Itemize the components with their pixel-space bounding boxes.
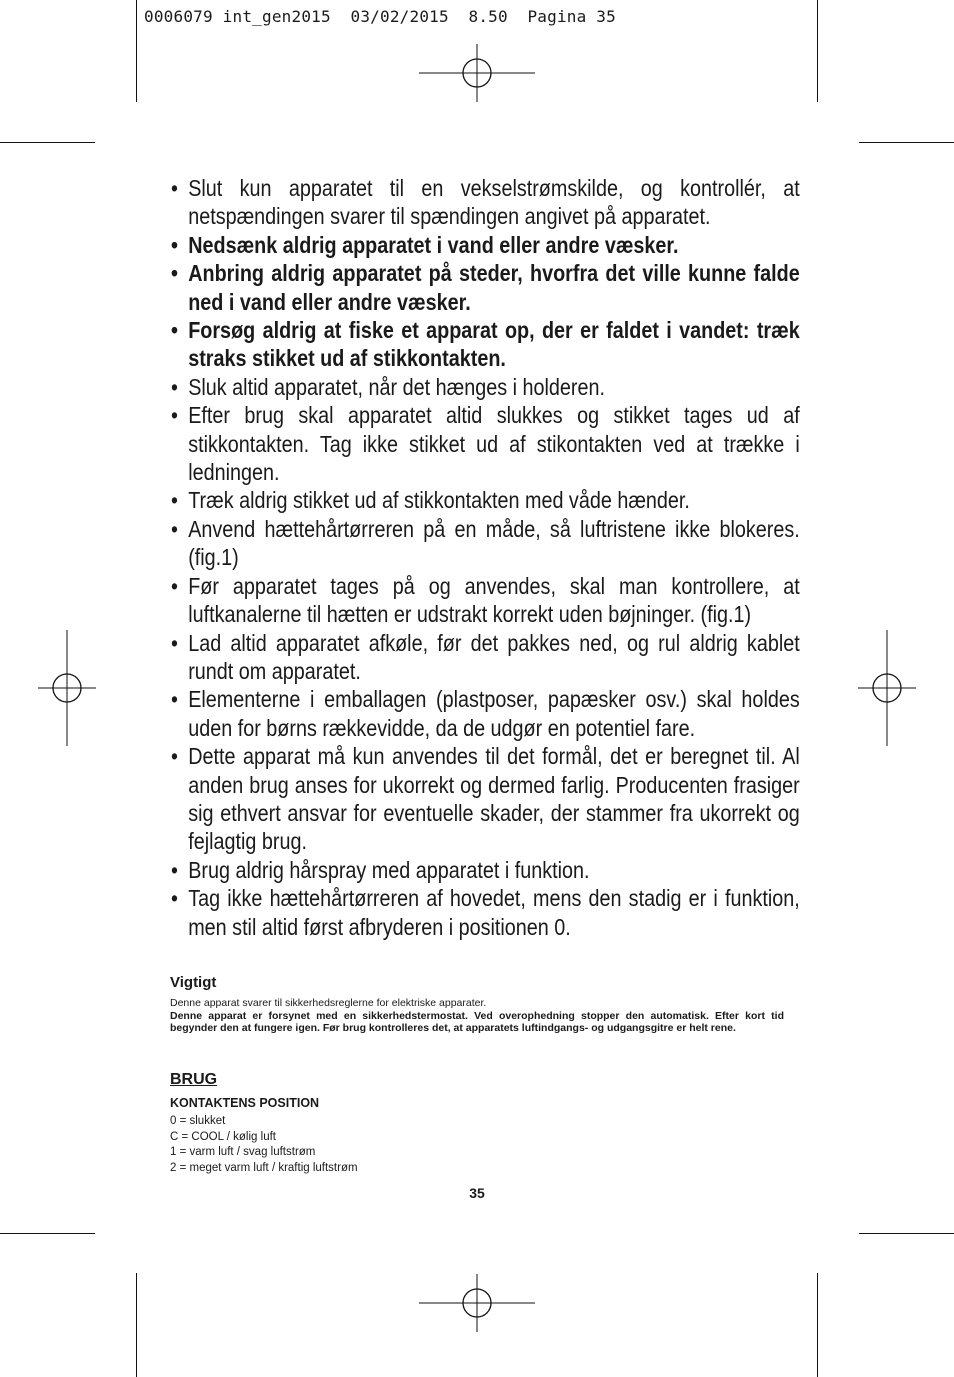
- switch-position-item: 0 = slukket: [170, 1115, 226, 1127]
- registration-mark-top: [419, 44, 535, 102]
- registration-mark-bottom: [419, 1274, 535, 1332]
- safety-bullet: • Nedsænk aldrig apparatet i vand eller andre væsker.: [171, 231, 800, 259]
- safety-bullet: • Elementerne i emballagen (plastposer, papæsker osv.) skal holdes uden for børns rækkevidde, da de udgør en potentiel fare.: [171, 685, 800, 742]
- safety-bullet: • Før apparatet tages på og anvendes, skal man kontrollere, at luftkanalerne til hætten er udstrakt korrekt uden bøjninger. (fig.1): [171, 572, 800, 629]
- safety-bullet: • Træk aldrig stikket ud af stikkontakten med våde hænder.: [171, 486, 800, 514]
- brug-heading: BRUG: [170, 1071, 218, 1088]
- safety-bullet: • Dette apparat må kun anvendes til det formål, det er beregnet til. Al anden brug anses for ukorrekt og dermed farlig. Producenten frasiger sig ethvert ansvar for eventuelle skader, der stammer fra ukorrekt og fejlagtig brug.: [171, 742, 800, 856]
- crop-mark-bottom-right-vertical: [817, 1273, 818, 1377]
- vigtigt-note-line: Denne apparat svarer til sikkerhedsreglerne for elektriske apparater.: [170, 997, 487, 1009]
- switch-position-item: 2 = meget varm luft / kraftig luftstrøm: [170, 1161, 358, 1174]
- safety-bullet: • Anvend hættehårtørreren på en måde, så luftristene ikke blokeres. (fig.1): [171, 515, 800, 572]
- crop-mark-top-left-horizontal: [0, 142, 95, 143]
- crop-mark-bottom-left-horizontal: [0, 1233, 95, 1234]
- page-number: 35: [469, 1185, 485, 1201]
- safety-bullet: • Slut kun apparatet til en vekselstrømskilde, og kontrollér, at netspændingen svarer til spændingen angivet på apparatet.: [171, 174, 800, 231]
- safety-instructions-list: [171, 174, 800, 941]
- vigtigt-note: [170, 997, 784, 1035]
- switch-position-item: C = COOL / kølig luft: [170, 1130, 276, 1143]
- switch-position-heading: KONTAKTENS POSITION: [170, 1096, 320, 1110]
- switch-position-list: [170, 1114, 784, 1176]
- safety-bullet: • Lad altid apparatet afkøle, før det pakkes ned, og rul aldrig kablet rundt om apparatet.: [171, 629, 800, 686]
- switch-position-item: 1 = varm luft / svag luftstrøm: [170, 1146, 316, 1158]
- safety-bullet: • Forsøg aldrig at fiske et apparat op, der er faldet i vandet: træk straks stikket ud af stikkontakten.: [171, 316, 800, 373]
- safety-bullet: • Anbring aldrig apparatet på steder, hvorfra det ville kunne falde ned i vand eller andre væsker.: [171, 259, 800, 316]
- crop-mark-top-left-vertical: [136, 0, 137, 102]
- registration-mark-left: [38, 630, 96, 746]
- vigtigt-heading: Vigtigt: [170, 974, 217, 991]
- crop-mark-bottom-right-horizontal: [859, 1233, 954, 1234]
- registration-mark-right: [858, 630, 916, 746]
- vigtigt-note-bold: Denne apparat er forsynet med en sikkerhedstermostat. Ved overophedning stopper den automatisk. Efter kort tid begynder den at fungere igen. Før brug kontrolleres det, at apparatets luftindgangs- og udgangsgitre er helt rene.: [170, 1009, 784, 1034]
- safety-bullet: • Sluk altid apparatet, når det hænges i holderen.: [171, 373, 800, 401]
- crop-mark-top-right-horizontal: [859, 142, 954, 143]
- crop-mark-bottom-left-vertical: [136, 1273, 137, 1377]
- safety-bullet: • Brug aldrig hårspray med apparatet i funktion.: [171, 856, 800, 884]
- safety-bullet: • Efter brug skal apparatet altid slukkes og stikket tages ud af stikkontakten. Tag ikke stikket ud af stikontakten ved at trække i ledningen.: [171, 401, 800, 486]
- print-slug: 0006079 int_gen2015 03/02/2015 8.50 Pagina 35: [144, 7, 616, 26]
- crop-mark-top-right-vertical: [817, 0, 818, 102]
- safety-bullet: • Tag ikke hættehårtørreren af hovedet, mens den stadig er i funktion, men stil altid først afbryderen i positionen 0.: [171, 884, 800, 941]
